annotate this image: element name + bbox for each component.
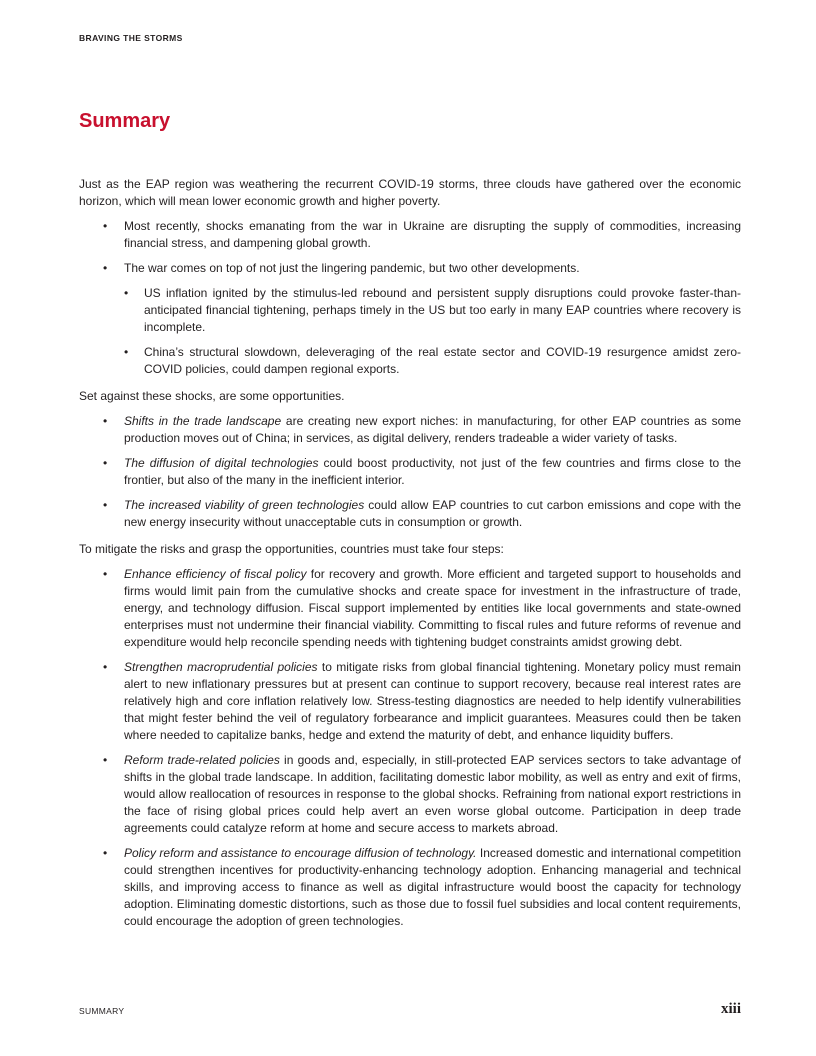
running-head: BRAVING THE STORMS	[79, 33, 183, 43]
summary-body	[79, 176, 741, 938]
sublist-item	[124, 285, 741, 336]
item-text: could boost productivity, not just of the few countries and firms close to the frontier, but also of the many in the inefficient interior.	[124, 456, 741, 487]
list-item	[79, 752, 741, 837]
item-text: in goods and, especially, in still-protected EAP services sectors to take advantage of shifts in the global trade landscape. In addition, facilitating domestic labor mobility, as well as entry and exit of firms, would allow reallocation of resources in response to the global shocks. Refraining from national export restrictions in the face of rising global prices could help avert an even worse global outcome. Participation in deep trade agreements could catalyze reform at home and secure access to markets abroad.	[124, 753, 741, 835]
clouds-list	[79, 218, 741, 378]
item-lead: Strengthen macroprudential policies	[124, 660, 318, 674]
list-item	[79, 455, 741, 489]
item-text: to mitigate risks from global financial tightening. Monetary policy must remain alert to new inflationary pressures but at present can continue to support recovery, because real interest rates are relatively high and core inflation relatively low. Stress-testing diagnostics are needed to help identify vulnerabilities that might fester behind the veil of regulatory forbearance and implicit guarantees. Measures could then be taken where needed to capitalize banks, hedge and extend the maturity of debt, and enhance liquidity buffers.	[124, 660, 741, 742]
item-lead: Shifts in the trade landscape	[124, 414, 282, 428]
page-number: xiii	[720, 1001, 741, 1017]
opportunities-list	[79, 413, 741, 531]
item-text: could allow EAP countries to cut carbon emissions and cope with the new energy insecurity without unacceptable cuts in consumption or growth.	[124, 498, 741, 529]
footer-section-label: SUMMARY	[79, 1006, 125, 1016]
list-item	[79, 845, 741, 930]
list-item	[79, 566, 741, 651]
sublist-item	[124, 344, 741, 378]
sublist-item-text: US inflation ignited by the stimulus-led rebound and persistent supply disruptions could provoke faster-than-anticipated financial tightening, perhaps timely in the US but too early in many EAP countries where recovery is incomplete.	[144, 286, 741, 334]
item-lead: Enhance efficiency of fiscal policy	[124, 567, 307, 581]
item-text: for recovery and growth. More efficient and targeted support to households and firms would limit pain from the cumulative shocks and create space for investment in the infrastructure of trade, energy, and technology diffusion. Fiscal support implemented by entities like local governments and state-owned enterprises must not undermine their financial viability. Committing to fiscal rules and future reforms of revenue and expenditure would help reconcile spending needs with tightening budget constraints amidst growing debt.	[124, 567, 741, 649]
page-title: Summary	[79, 110, 171, 132]
list-item	[79, 260, 741, 378]
sublist-item-text: China’s structural slowdown, deleveraging of the real estate sector and COVID-19 resurgence amidst zero-COVID policies, could dampen regional exports.	[144, 345, 741, 376]
item-lead: Policy reform and assistance to encourage diffusion of technology.	[124, 846, 477, 860]
item-lead: The increased viability of green technologies	[124, 498, 365, 512]
steps-list	[79, 566, 741, 930]
item-text: Increased domestic and international competition could strengthen incentives for productivity-enhancing technology adoption. Enhancing managerial and technical skills, and improving access to finance as well as digital infrastructure would boost the capacity for technology adoption. Eliminating domestic distortions, such as those due to fossil fuel subsidies and local content requirements, could encourage the adoption of green technologies.	[124, 846, 741, 928]
list-item-text: The war comes on top of not just the lingering pandemic, but two other developments.	[124, 261, 580, 275]
item-text: are creating new export niches: in manufacturing, for other EAP countries as some production moves out of China; in services, as digital delivery, renders tradeable a wider variety of tasks.	[124, 414, 742, 445]
developments-sublist	[124, 285, 741, 378]
list-item-text: Most recently, shocks emanating from the war in Ukraine are disrupting the supply of commodities, increasing financial stress, and dampening global growth.	[124, 219, 741, 250]
list-item	[79, 413, 741, 447]
list-item	[79, 497, 741, 531]
intro-paragraph: Just as the EAP region was weathering the recurrent COVID-19 storms, three clouds have gathered over the economic horizon, which will mean lower economic growth and higher poverty.	[79, 177, 741, 208]
list-item	[79, 218, 741, 252]
list-item	[79, 659, 741, 744]
opportunities-intro: Set against these shocks, are some opportunities.	[79, 389, 345, 403]
item-lead: The diffusion of digital technologies	[124, 456, 319, 470]
steps-intro: To mitigate the risks and grasp the opportunities, countries must take four steps:	[79, 542, 504, 556]
item-lead: Reform trade-related policies	[124, 753, 280, 767]
